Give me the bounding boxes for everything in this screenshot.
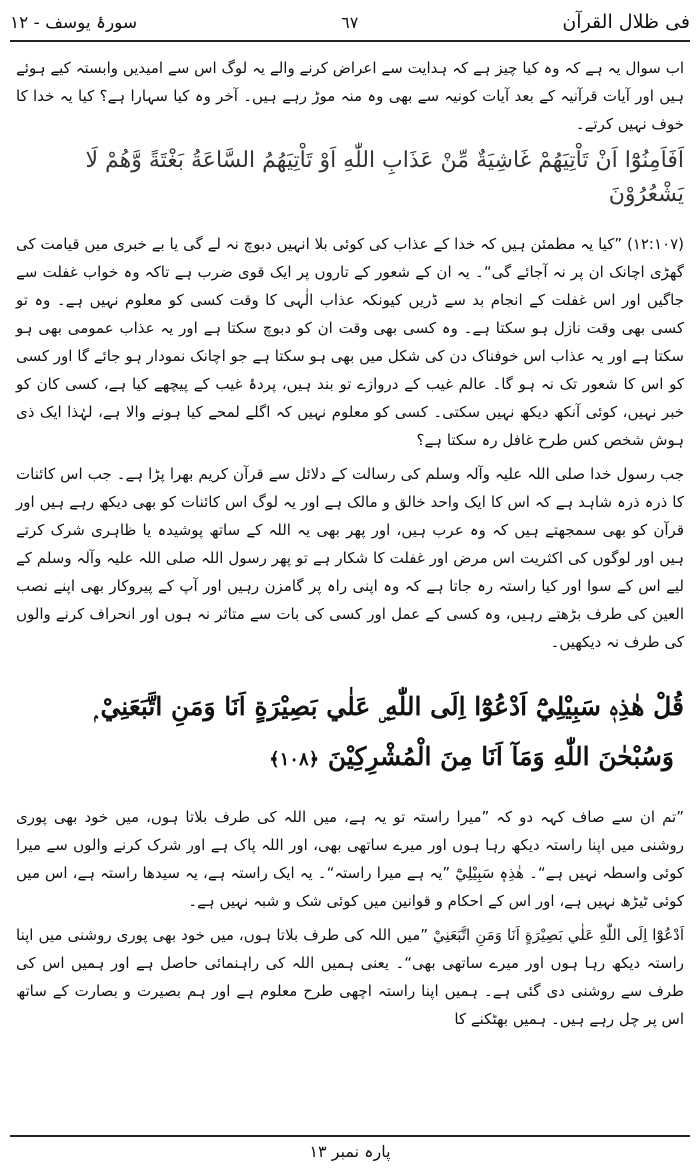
paragraph-messenger: جب رسول خدا صلی اللہ علیہ وآلہ وسلم کی رسالت کے دلائل سے قرآن کریم بھرا پڑا ہے۔ جب اس کائنات کا ذرہ ذرہ شاہد ہے کہ اس کا ایک واحد خالق و مالک ہے اور یہ لوگ اس کائنات کو بھی دیکھ رہے ہیں اور قرآن کو بھی سمجھتے ہیں کہ وہ عرب ہیں، اور پھر بھی یہ اللہ کے ساتھ پوشیدہ یا ظاہری شرک کرتے ہیں اور لوگوں کی اکثریت اس مرض اور غفلت کا شکار ہے تو پھر رسول اللہ صلی اللہ علیہ وآلہ وسلم کے لیے اس کے سوا اور کیا راستہ رہ جاتا ہے کہ وہ اپنی راہ پر گامزن رہیں اور آپ کے پیروکار بھی اپنے نصب العین کی طرف بڑھتے رہیں، وہ کسی کے عمل اور کسی کی بات سے متاثر نہ ہوں اور انحراف کرنے والوں کی طرف نہ دیکھیں۔ (16, 465, 684, 651)
book-title: فی ظلال القرآن (562, 11, 690, 33)
verse-line-2-text: وَسُبْحٰنَ اللّٰهِ وَمَآ اَنَا مِنَ الْمُشْرِكِيْنَ (327, 742, 674, 771)
ayah-number: ﴿١٠٨﴾ (269, 749, 320, 770)
paragraph-translation: ”تم ان سے صاف کہہ دو کہ ”میرا راستہ تو یہ ہے، میں اللہ کی طرف بلاتا ہوں، میں خود بھی پوری روشنی میں اپنا راستہ دیکھ رہا ہوں اور میرے ساتھی بھی، اور اللہ پاک ہے اور شرک کرنے والوں سے میرا کوئی واسطہ نہیں ہے“۔ هٰذِهٖ سَبِيْلِيْٓ ”یہ ہے میرا راستہ“۔ یہ ایک راستہ ہے، یہ سیدھا راستہ ہے، اس میں کوئی ٹیڑھ نہیں ہے، اور اس کے احکام و قوانین میں کوئی شک و شبہ نہیں ہے۔ (16, 808, 684, 910)
paragraph-intro: اب سوال یہ ہے کہ وہ کیا چیز ہے کہ ہدایت سے اعراض کرنے والے یہ لوگ اس سے امیدیں وابستہ کیے ہوئے ہیں اور آیات قرآنیہ کے بعد آیات کونیہ سے بھی وہ منہ موڑ رہے ہیں۔ آخر وہ کیا سہارا ہے؟ کیا یہ خدا کا خوف نہیں کرتے۔ (16, 59, 684, 133)
quran-verse-108 (16, 682, 684, 785)
header-rule (10, 40, 690, 42)
para-number: پارہ نمبر ١٣ (309, 1142, 391, 1161)
page-body (16, 54, 684, 1039)
page-header (10, 6, 690, 38)
verse-line-2 (16, 732, 684, 785)
surah-title: سورۂ یوسف - ١٢ (10, 12, 138, 33)
paragraph-commentary-107: (١٢:١٠٧) ”کیا یہ مطمئن ہیں کہ خدا کے عذاب کی کوئی بلا انہیں دبوچ نہ لے گی یا بے خبری میں قیامت کی گھڑی اچانک ان پر نہ آجائے گی“۔ یہ ان کے شعور کے تاروں پر ایک قوی ضرب ہے تاکہ وہ خواب غفلت سے جاگیں اور اس غفلت کے انجام بد سے ڈریں کیونکہ عذاب الٰہی کا وقت کسی کو معلوم نہیں ہے۔ وہ تو کسی بھی وقت نازل ہو سکتا ہے۔ وہ کسی بھی وقت ان کو دبوچ سکتا ہے اور یہ عذاب عمومی بھی ہو سکتا ہے اور یہ عذاب اس خوفناک دن کی شکل میں بھی ہو سکتا ہے جو اچانک نمودار ہو جائے گا اور کسی کو اس کا شعور تک نہ ہو گا۔ عالم غیب کے دروازے تو بند ہیں، پردۂ غیب کے پیچھے کیا ہے، کسی کان کو خبر نہیں، کوئی آنکھ دیکھ نہیں سکتی۔ کسی کو معلوم نہیں کہ اگلے لمحے کیا ہونے والا ہے، لہٰذا ایک ذی ہوش شخص کس طرح غافل رہ سکتا ہے؟ (16, 235, 684, 449)
quran-verse-107: اَفَاَمِنُوْٓا اَنْ تَاْتِيَهُمْ غَاشِيَةٌ مِّنْ عَذَابِ اللّٰهِ اَوْ تَاْتِيَهُمُ السَّاعَةُ بَغْتَةً وَّهُمْ لَا يَشْعُرُوْنَ (85, 148, 684, 207)
verse-line-1: قُلْ هٰذِهٖ سَبِيْلِيْٓ اَدْعُوْٓا اِلَى اللّٰهِ ۣ عَلٰي بَصِيْرَةٍ اَنَا وَمَنِ اتَّبَعَنِيْ ۭ (94, 692, 684, 721)
footer-rule (10, 1135, 690, 1137)
paragraph-explanation: اَدْعُوْٓا اِلَى اللّٰهِ عَلٰي بَصِيْرَةٍ اَنَا وَمَنِ اتَّبَعَنِيْ ”میں اللہ کی طرف بلاتا ہوں، میں خود بھی پوری روشنی میں اپنا راستہ دیکھ رہا ہوں اور میرے ساتھی بھی“۔ یعنی ہمیں اللہ کی راہنمائی حاصل ہے اور ہمیں اس کی طرف سے روشنی دی گئی ہے۔ ہمیں اپنا راستہ اچھی طرح معلوم ہے اور ہم بصیرت و بصارت کے ساتھ اس پر چل رہے ہیں۔ ہمیں بھٹکنے کا (16, 926, 684, 1028)
page-number: ٦٧ (341, 12, 359, 32)
